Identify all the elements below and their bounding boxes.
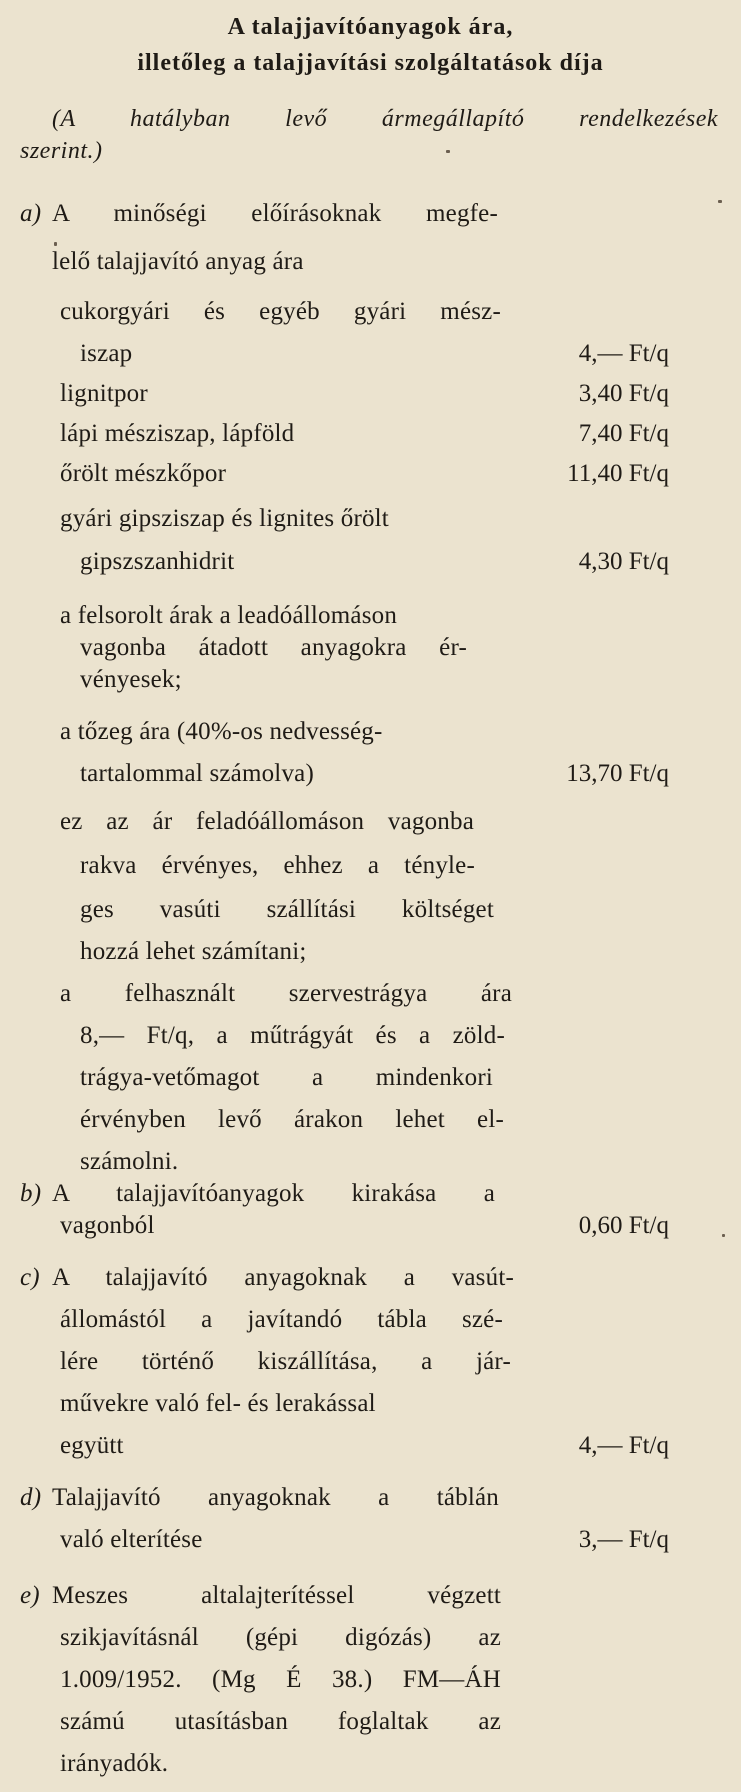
section-d-price: 3,— Ft/q — [578, 1526, 669, 1553]
title-line-1: A talajjavítóanyagok ára, — [227, 14, 514, 40]
section-c-line: állomástól a javítandó tábla szé- — [60, 1306, 503, 1333]
section-e-line: 1.009/1952. (Mg É 38.) FM—ÁH — [60, 1666, 501, 1693]
note-line: a felsorolt árak a leadóállomáson — [60, 602, 398, 629]
section-e-line: számú utasításban foglaltak az — [60, 1708, 501, 1735]
item-price: 4,— Ft/q — [578, 340, 669, 367]
title-line-2: illetőleg a talajjavítási szolgáltatások díja — [137, 50, 604, 76]
print-speck — [54, 242, 57, 246]
section-b-line-1: A talajjavítóanyagok kirakása a — [52, 1180, 495, 1207]
note-line: hozzá lehet számítani; — [80, 938, 307, 965]
subtitle-line-1: (A hatályban levő ármegállapító rendelkezések — [52, 106, 718, 132]
section-b-line-2: vagonból — [60, 1212, 155, 1239]
print-speck — [446, 150, 450, 153]
section-a-intro-1: A minőségi előírásoknak megfe- — [52, 200, 498, 227]
item-line-1: gyári gipsziszap és lignites őrölt — [60, 505, 389, 532]
item-price: 11,40 Ft/q — [567, 460, 669, 487]
item-line-2: iszap — [80, 340, 133, 367]
item-line-2: gipszszanhidrit — [80, 548, 235, 575]
item-line-1: cukorgyári és egyéb gyári mész- — [60, 298, 501, 325]
section-c-line: lére történő kiszállítása, a jár- — [60, 1348, 511, 1375]
section-e-line: irányadók. — [60, 1750, 169, 1777]
section-a-intro-2: lelő talajjavító anyag ára — [52, 248, 304, 275]
section-b-price: 0,60 Ft/q — [578, 1212, 669, 1239]
section-c-line-1: A talajjavító anyagoknak a vasút- — [52, 1264, 514, 1291]
section-d-label: d) — [20, 1484, 42, 1511]
note-line: érvényben levő árakon lehet el- — [80, 1106, 504, 1133]
section-c-line: művekre való fel- és lerakással — [60, 1390, 376, 1417]
print-speck — [722, 1234, 725, 1237]
section-b-label: b) — [20, 1180, 42, 1207]
section-c-price: 4,— Ft/q — [578, 1432, 669, 1459]
note-line: vagonba átadott anyagokra ér- — [80, 634, 467, 661]
section-e-label: e) — [20, 1582, 40, 1609]
section-e-line-1: Meszes altalajterítéssel végzett — [52, 1582, 501, 1609]
item-line-1: őrölt mészkőpor — [60, 460, 227, 487]
section-c-line: együtt — [60, 1432, 124, 1459]
subtitle-line-2: szerint.) — [20, 138, 103, 164]
section-d-line-1: Talajjavító anyagoknak a táblán — [52, 1484, 499, 1511]
note-line: ges vasúti szállítási költséget — [80, 896, 494, 923]
peat-price: 13,70 Ft/q — [566, 760, 669, 787]
item-price: 7,40 Ft/q — [578, 420, 669, 447]
section-d-line-2: való elterítése — [60, 1526, 203, 1553]
section-a-label: a) — [20, 200, 42, 227]
note-line: a felhasznált szervestrágya ára — [60, 980, 512, 1007]
note-line: ez az ár feladóállomáson vagonba — [60, 808, 474, 835]
note-line: vényesek; — [80, 666, 182, 693]
section-c-label: c) — [20, 1264, 40, 1291]
peat-line-2: tartalommal számolva) — [80, 760, 314, 787]
section-e-line: szikjavításnál (gépi digózás) az — [60, 1624, 501, 1651]
item-price: 3,40 Ft/q — [578, 380, 669, 407]
item-line-1: lignitpor — [60, 380, 148, 407]
note-line: 8,— Ft/q, a műtrágyát és a zöld- — [80, 1022, 505, 1049]
print-speck — [718, 200, 722, 203]
item-price: 4,30 Ft/q — [578, 548, 669, 575]
peat-line-1: a tőzeg ára (40%-os nedvesség- — [60, 718, 383, 745]
note-line: trágya-vetőmagot a mindenkori — [80, 1064, 493, 1091]
note-line: rakva érvényes, ehhez a tényle- — [80, 852, 475, 879]
item-line-1: lápi mésziszap, lápföld — [60, 420, 295, 447]
note-line: számolni. — [80, 1148, 179, 1175]
